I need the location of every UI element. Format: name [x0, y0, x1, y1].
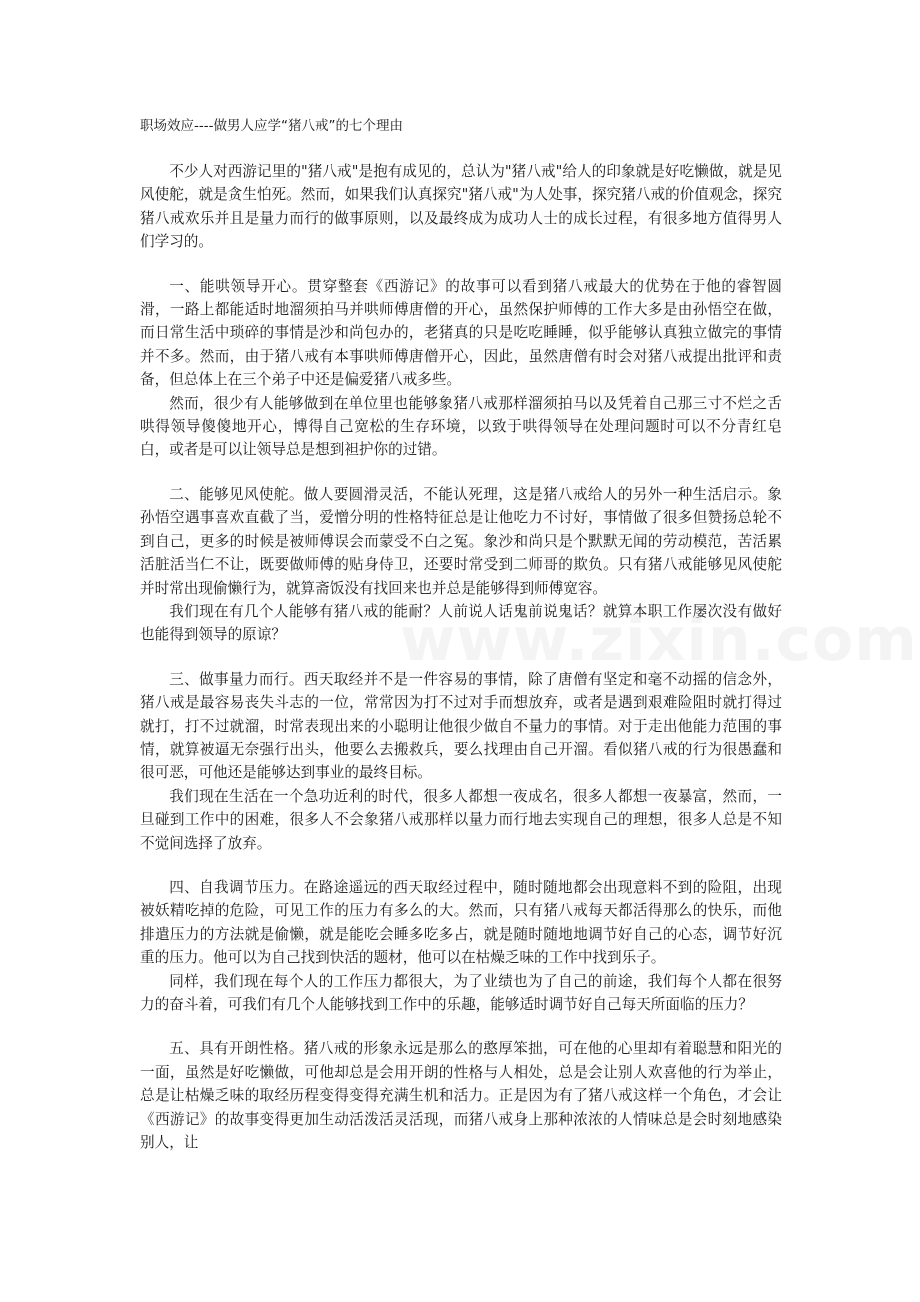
document-body — [140, 160, 782, 1154]
section-3-paragraph-2: 我们现在生活在一个急功近利的时代，很多人都想一夜成名，很多人都想一夜暴富，然而，一旦碰到工作中的困难，很多人不会象猪八戒那样以量力而行地去实现自己的理想，很多人总是不知不觉间选择了放弃。 — [140, 787, 782, 852]
section-4-paragraph-1: 四、自我调节压力。在路途遥远的西天取经过程中，随时随地都会出现意料不到的险阻，出现被妖精吃掉的危险，可见工作的压力有多么的大。然而，只有猪八戒每天都活得那么的快乐，而他排遣压力的方法就是偷懒，就是能吃会睡多吃多占，就是随时随地地调节好自己的心态，调节好沉重的压力。他可以为自己找到快活的题材，他可以在枯燥乏味的工作中找到乐子。 — [140, 878, 782, 967]
section-5-paragraph-1: 五、具有开朗性格。猪八戒的形象永远是那么的憨厚笨拙，可在他的心里却有着聪慧和阳光的一面，虽然是好吃懒做，可他却总是会用开朗的性格与人相处，总是会让别人欢喜他的行为举止，总是让枯燥乏味的取经历程变得变得充满生机和活力。正是因为有了猪八戒这样一个角色，才会让《西游记》的故事变得更加生动活泼活灵活现，而猪八戒身上那种浓浓的人情味总是会时刻地感染别人，让 — [140, 1040, 782, 1152]
section-1-paragraph-1: 一、能哄领导开心。贯穿整套《西游记》的故事可以看到猪八戒最大的优势在于他的睿智圆滑，一路上都能适时地溜须拍马并哄师傅唐僧的开心，虽然保护师傅的工作大多是由孙悟空在做，而日常生活中琐碎的事情是沙和尚包办的，老猪真的只是吃吃睡睡，似乎能够认真独立做完的事情并不多。然而，由于猪八戒有本事哄师傅唐僧开心，因此，虽然唐僧有时会对猪八戒提出批评和责备，但总体上在三个弟子中还是偏爱猪八戒多些。 — [140, 277, 782, 389]
section-2-paragraph-1: 二、能够见风使舵。做人要圆滑灵活，不能认死理，这是猪八戒给人的另外一种生活启示。象孙悟空遇事喜欢直截了当，爱憎分明的性格特征总是让他吃力不讨好，事情做了很多但赞扬总轮不到自己，更多的时候是被师傅误会而蒙受不白之冤。象沙和尚只是个默默无闻的劳动模范，苦活累活脏活当仁不让，既要做师傅的贴身侍卫，还要时常受到二师哥的欺负。只有猪八戒能够见风使舵并时常出现偷懒行为，就算斋饭没有找回来也并总是能够得到师傅宽容。 — [140, 485, 782, 597]
section-2-paragraph-2: 我们现在有几个人能够有猪八戒的能耐？人前说人话鬼前说鬼话？就算本职工作屡次没有做好也能得到领导的原谅？ — [140, 602, 782, 644]
section-4-paragraph-2: 同样，我们现在每个人的工作压力都很大，为了业绩也为了自己的前途，我们每个人都在很努力的奋斗着，可我们有几个人能够找到工作中的乐趣，能够适时调节好自己每天所面临的压力？ — [140, 972, 782, 1013]
section-3-paragraph-1: 三、做事量力而行。西天取经并不是一件容易的事情，除了唐僧有坚定和毫不动摇的信念外，猪八戒是最容易丧失斗志的一位，常常因为打不过对手而想放弃，或者是遇到艰难险阻时就打得过就打，打不过就溜，时常表现出来的小聪明让他很少做自不量力的事情。对于走出他能力范围的事情，就算被逼无奈强行出头，他要么去搬救兵，要么找理由自己开溜。看似猪八戒的行为很愚蠢和很可恶，可他还是能够达到事业的最终目标。 — [140, 670, 782, 782]
intro-paragraph: 不少人对西游记里的"猪八戒"是抱有成见的，总认为"猪八戒"给人的印象就是好吃懒做，就是见风使舵，就是贪生怕死。然而，如果我们认真探究"猪八戒"为人处事，探究猪八戒的价值观念，探究猪八戒欢乐并且是量力而行的做事原则，以及最终成为成功人士的成长过程，有很多地方值得男人们学习的。 — [140, 163, 782, 251]
document-title: 职场效应----做男人应学“猪八戒”的七个理由 — [140, 118, 403, 134]
section-1-paragraph-2: 然而，很少有人能够做到在单位里也能够象猪八戒那样溜须拍马以及凭着自己那三寸不烂之舌哄得领导傻傻地开心，博得自己宽松的生存环境，以致于哄得领导在处理问题时可以不分青红皂白，或者是可以让领导总是想到袒护你的过错。 — [140, 394, 782, 459]
